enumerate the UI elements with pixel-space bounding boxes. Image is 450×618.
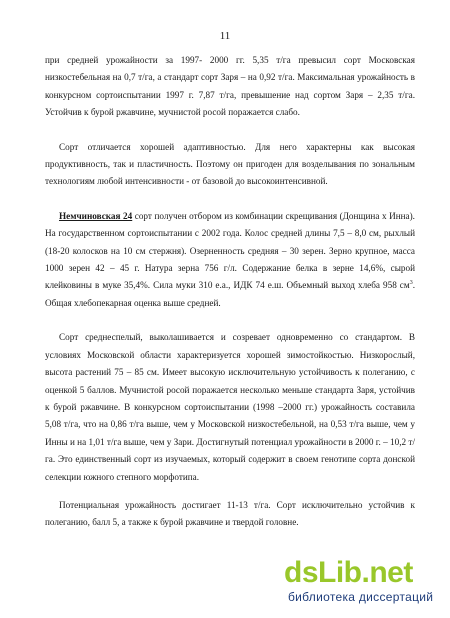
paragraph-3-text: сорт получен отбором из комбинации скрещивания (Донщина х Инна). На государственном сортоиспытании с 2002 года. Колос средней длины 7,5 – 8,0 см, рыхлый (18-20 колосков на 10 см стержня). Озерненность средняя – 30 зерен. Зерно крупное, масса 1000 зерен 42 – 45 г. Натура зерна 756 г/л. Содержание белка в зерне 14,6%, сырой клейковины в муке 35,4%. Сила муки 310 е.а., ИДК 74 е.ш. Объемный выход хлеба 958 см xyxy=(45,210,415,291)
dslib-logo: dsLib.net xyxy=(284,556,413,589)
paragraph-4: Сорт среднеспелый, выколашивается и созревает одновременно со стандартом. В условиях Московской области характеризуется хорошей зимостойкостью. Низкорослый, высота растений 75 – 85 см. Имеет высокую исключительную устойчивость к полеганию, с оценкой 5 баллов. Мучнистой росой поражается несколько меньше стандарта Заря, устойчив к бурой ржавчине. В конкурсном сортоиспытании (1998 –2000 гг.) урожайность составила 5,08 т/га, что на 0,86 т/га выше, чем у Московской низкостебельной, на 0,53 т/га выше, чем у Инны и на 1,01 т/га выше, чем у Зари. Достигнутый потенциал урожайности в 2000 г. – 10,2 т/га. Это единственный сорт из изучаемых, который содержит в своем генотипе сорта донской селекции южного степного морфотипа. xyxy=(45,332,415,482)
variety-name: Немчиновская 24 xyxy=(59,210,133,221)
paragraph-5: Потенциальная урожайность достигает 11-13 т/га. Сорт исключительно устойчив к полеганию, балл 5, а также к бурой ржавчине и твердой головне. xyxy=(45,499,415,528)
superscript: 3 xyxy=(409,280,413,287)
paragraph-3 xyxy=(45,208,415,312)
document-body xyxy=(45,52,415,532)
paragraph-1: при средней урожайности за 1997- 2000 гг. 5,35 т/га превысил сорт Московская низкостебельная на 0,7 т/га, а стандарт сорт Заря – на 0,92 т/га. Максимальная урожайность в конкурсном сортоиспытании 1997 г. 7,87 т/га, превышение над сортом Заря – 2,35 т/га. Устойчив к бурой ржавчине, мучнистой росой поражается слабо. xyxy=(45,55,415,118)
paragraph-2: Сорт отличается хорошей адаптивностью. Для него характерны как высокая продуктивность, так и пластичность. Поэтому он пригоден для возделывания по зональным технологиям любой интенсивности - от базовой до высокоинтенсивной. xyxy=(45,141,415,187)
dslib-watermark xyxy=(284,558,434,604)
page-number: 11 xyxy=(219,30,231,42)
paragraph-3-tail: . Общая хлебопекарная оценка выше средней. xyxy=(45,280,415,308)
dslib-subtitle: библиотека диссертаций xyxy=(288,590,434,604)
